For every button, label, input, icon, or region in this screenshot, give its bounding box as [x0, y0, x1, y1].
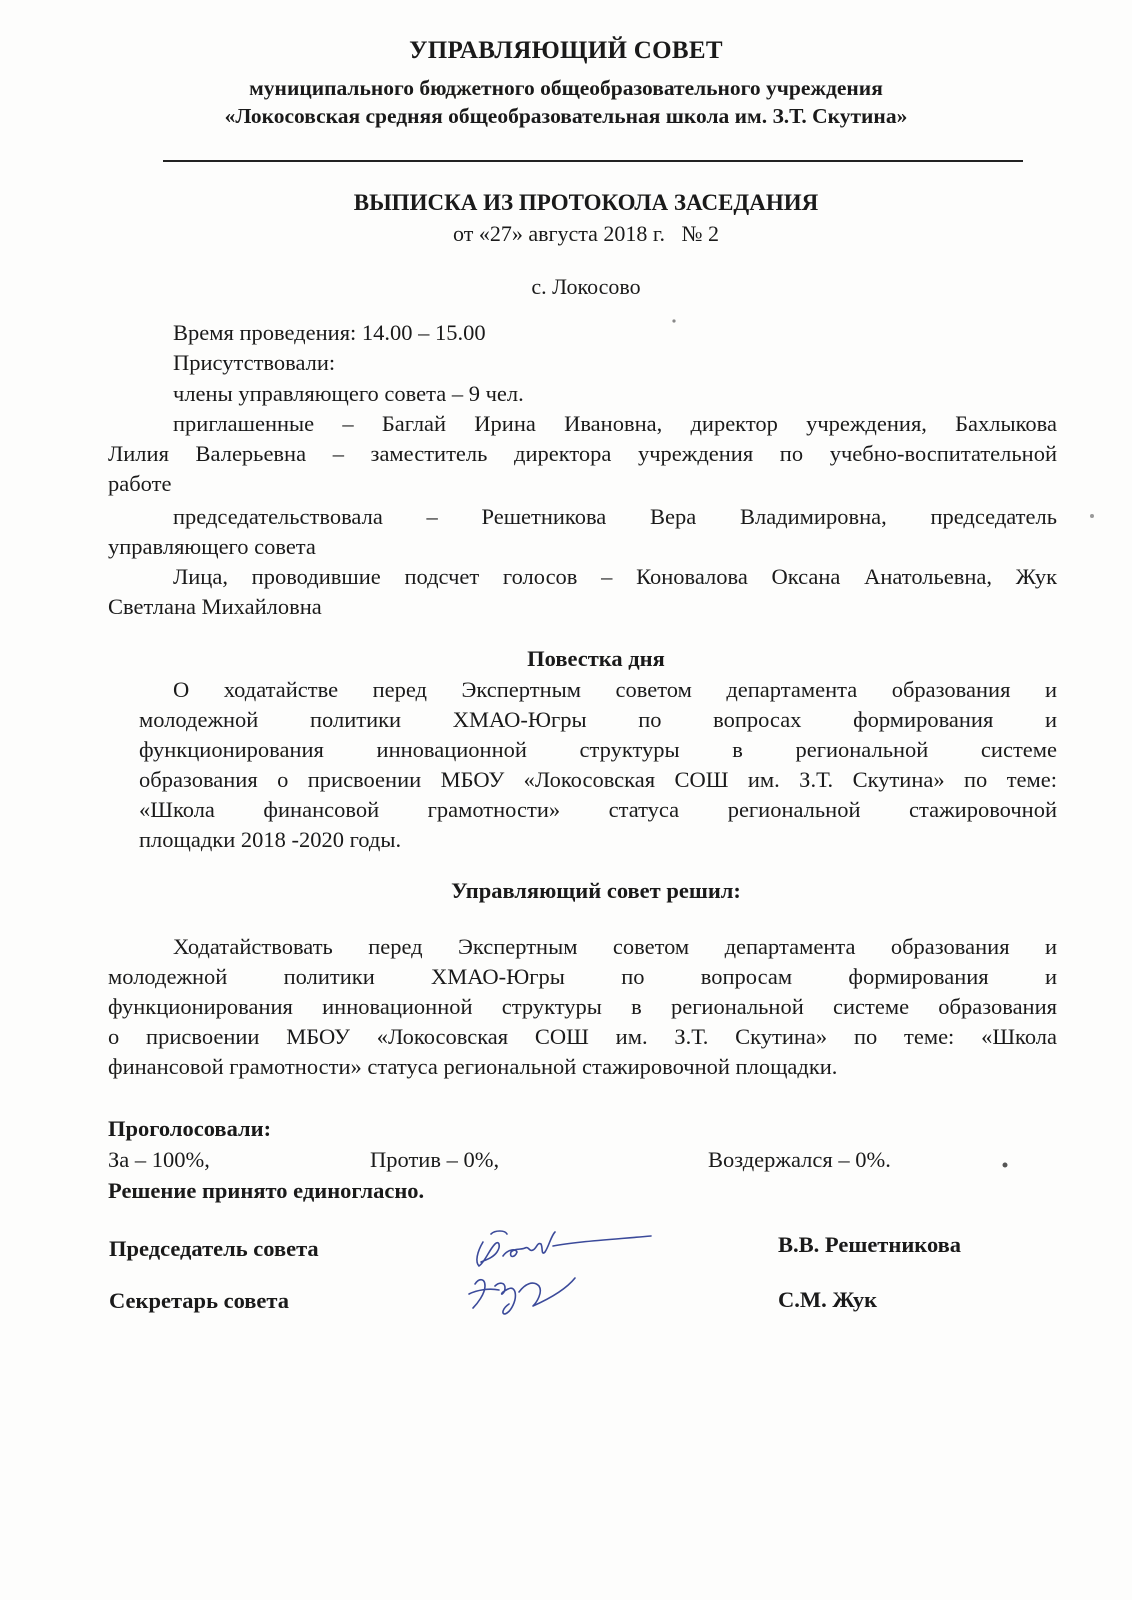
- chair-signature-label: Председатель совета: [109, 1236, 319, 1261]
- invited-line: Лилия Валерьевна – заместитель директора учреждения по учебно-воспитательной: [108, 441, 1057, 466]
- voting-heading: Проголосовали:: [108, 1116, 272, 1141]
- members-count: члены управляющего совета – 9 чел.: [173, 381, 524, 406]
- invited-line: приглашенные – Баглай Ирина Ивановна, директор учреждения, Бахлыкова: [173, 411, 1057, 436]
- document-date: от «27» августа 2018 г. № 2: [453, 221, 719, 246]
- votes-for: За – 100%,: [108, 1147, 210, 1172]
- decision-line: молодежной политики ХМАО-Югры по вопросам формирования и: [108, 964, 1057, 989]
- agenda-line: молодежной политики ХМАО-Югры по вопросах формирования и: [139, 707, 1057, 732]
- header-divider: [163, 160, 1023, 162]
- document-title: ВЫПИСКА ИЗ ПРОТОКОЛА ЗАСЕДАНИЯ: [353, 190, 819, 215]
- chair-line: управляющего совета: [108, 534, 316, 559]
- decision-line: Ходатайствовать перед Экспертным советом департамента образования и: [173, 934, 1057, 959]
- votes-abstained: Воздержался – 0%.: [708, 1147, 891, 1172]
- counters-line: Светлана Михайловна: [108, 594, 322, 619]
- counters-line: Лица, проводившие подсчет голосов – Коновалова Оксана Анатольевна, Жук: [173, 564, 1057, 589]
- chair-line: председательствовала – Решетникова Вера Владимировна, председатель: [173, 504, 1057, 529]
- decision-line: функционирования инновационной структуры в региональной системе образования: [108, 994, 1057, 1019]
- agenda-line: функционирования инновационной структуры в региональной системе: [139, 737, 1057, 762]
- secretary-signature-label: Секретарь совета: [109, 1288, 289, 1313]
- invited-line: работе: [108, 471, 172, 496]
- decision-result: Решение принято единогласно.: [108, 1178, 425, 1203]
- meeting-time: Время проведения: 14.00 – 15.00: [173, 320, 486, 345]
- secretary-name: С.М. Жук: [778, 1287, 878, 1312]
- scan-dot: [1088, 512, 1096, 520]
- handwritten-signatures: [455, 1222, 665, 1322]
- agenda-line: образования о присвоении МБОУ «Локосовская СОШ им. З.Т. Скутина» по теме:: [139, 767, 1057, 792]
- agenda-heading: Повестка дня: [527, 646, 665, 671]
- institution-line-2: «Локосовская средняя общеобразовательная школа им. З.Т. Скутина»: [224, 104, 908, 128]
- decision-line: о присвоении МБОУ «Локосовская СОШ им. З.Т. Скутина» по теме: «Школа: [108, 1024, 1057, 1049]
- scan-dot: [1000, 1160, 1010, 1170]
- document-place: с. Локосово: [531, 274, 641, 299]
- agenda-line: «Школа финансовой грамотности» статуса региональной стажировочной: [139, 797, 1057, 822]
- chair-name: В.В. Решетникова: [778, 1232, 962, 1257]
- council-title: УПРАВЛЯЮЩИЙ СОВЕТ: [409, 37, 723, 64]
- scan-dot: [670, 317, 678, 325]
- decision-line: финансовой грамотности» статуса региональной стажировочной площадки.: [108, 1054, 838, 1079]
- decision-heading: Управляющий совет решил:: [451, 878, 741, 903]
- agenda-line: площадки 2018 -2020 годы.: [139, 827, 402, 852]
- agenda-line: О ходатайстве перед Экспертным советом департамента образования и: [173, 677, 1057, 702]
- present-label: Присутствовали:: [173, 350, 336, 375]
- institution-line-1: муниципального бюджетного общеобразовательного учреждения: [249, 76, 883, 100]
- votes-against: Против – 0%,: [370, 1147, 500, 1172]
